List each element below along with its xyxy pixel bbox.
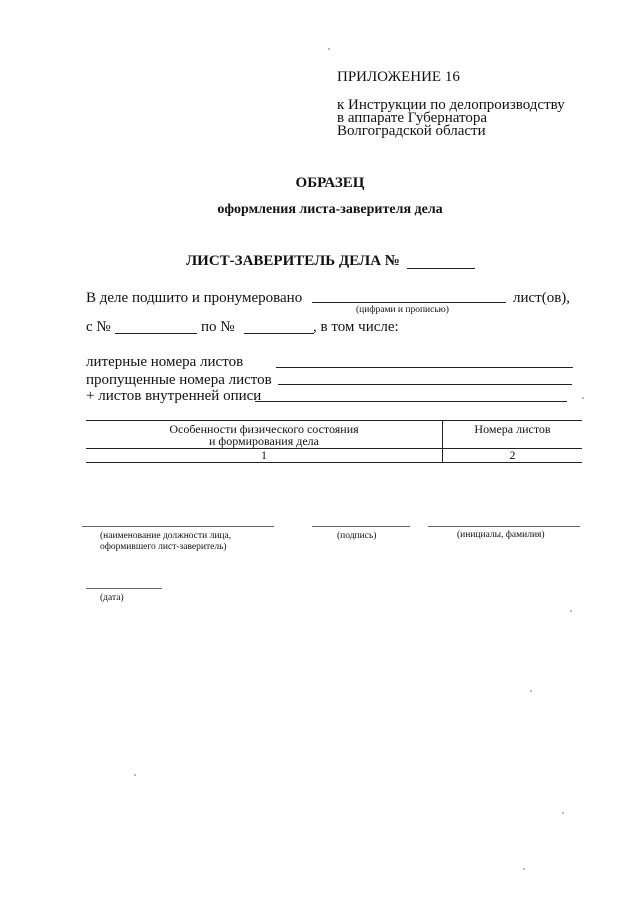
to-number-label: по № bbox=[201, 319, 235, 335]
page-title: ОБРАЗЕЦ bbox=[295, 175, 365, 191]
stitched-label: В деле подшито и пронумеровано bbox=[86, 290, 303, 306]
table-header-features-line-1: Особенности физического состояния bbox=[169, 422, 359, 436]
scan-speck bbox=[328, 48, 330, 50]
page-subtitle: оформления листа-заверителя дела bbox=[217, 202, 443, 217]
signature-line bbox=[312, 526, 410, 527]
position-caption-line-1: (наименование должности лица, bbox=[100, 531, 232, 541]
lettered-sheets-label: литерные номера листов bbox=[86, 354, 244, 370]
table-column-number-1: 1 bbox=[261, 448, 267, 462]
scan-speck bbox=[523, 868, 525, 870]
position-caption bbox=[100, 531, 231, 553]
scan-speck bbox=[582, 397, 584, 399]
scan-speck bbox=[570, 610, 572, 612]
scan-speck bbox=[530, 690, 532, 692]
inner-inventory-line bbox=[255, 401, 567, 402]
header-line-1: к Инструкции по делопроизводству bbox=[337, 97, 565, 113]
date-line bbox=[86, 588, 162, 589]
inner-inventory-label: + листов внутренней описи bbox=[86, 388, 262, 404]
header-line-3: Волгоградской области bbox=[337, 123, 486, 139]
from-number-line bbox=[115, 333, 197, 334]
table-column-number-2: 2 bbox=[509, 448, 516, 462]
signature-caption: (подпись) bbox=[337, 531, 377, 541]
scan-speck bbox=[562, 812, 564, 814]
table-header-sheet-numbers: Номера листов bbox=[474, 422, 551, 436]
table-bottom-border bbox=[86, 462, 582, 463]
position-caption-line-2: оформившего лист-заверитель) bbox=[100, 542, 227, 552]
initials-caption: (инициалы, фамилия) bbox=[457, 530, 545, 540]
table-header-features bbox=[86, 423, 442, 447]
appendix-number: ПРИЛОЖЕНИЕ 16 bbox=[337, 69, 460, 85]
date-caption: (дата) bbox=[100, 593, 124, 603]
scan-speck bbox=[134, 774, 136, 776]
case-number-line bbox=[407, 268, 475, 269]
including-label: , в том числе: bbox=[313, 319, 399, 335]
to-number-line bbox=[244, 333, 314, 334]
from-number-label: с № bbox=[86, 319, 111, 335]
lettered-sheets-line bbox=[276, 367, 573, 368]
table-header-features-line-2: и формирования дела bbox=[209, 434, 319, 448]
sheets-count-line bbox=[312, 302, 506, 303]
missing-sheets-label: пропущенные номера листов bbox=[86, 372, 272, 388]
position-line bbox=[82, 526, 274, 527]
digits-hint: (цифрами и прописью) bbox=[356, 305, 449, 315]
initials-line bbox=[428, 526, 580, 527]
header-line-2: в аппарате Губернатора bbox=[337, 110, 488, 126]
form-heading: ЛИСТ-ЗАВЕРИТЕЛЬ ДЕЛА № bbox=[186, 253, 400, 269]
table-top-border bbox=[86, 420, 582, 421]
sheets-suffix: лист(ов), bbox=[513, 290, 571, 306]
missing-sheets-line bbox=[278, 384, 572, 385]
